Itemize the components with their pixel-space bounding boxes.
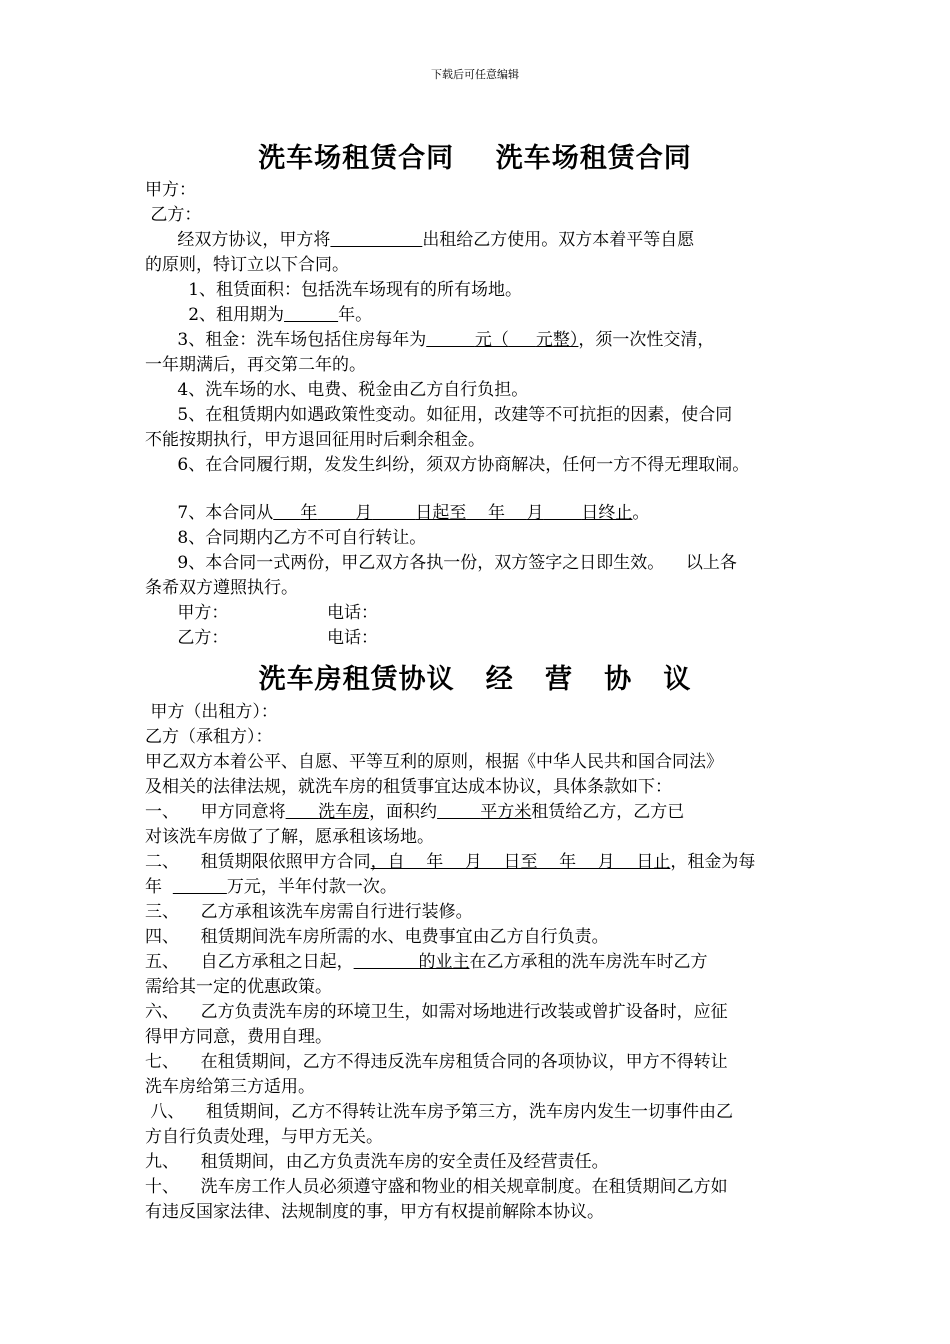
text: 方自行负责处理，与甲方无关。: [145, 1127, 383, 1147]
blank: [509, 330, 536, 350]
text: 年。: [338, 305, 373, 325]
article-10: [145, 1177, 728, 1197]
article-6-cont: [145, 1027, 332, 1047]
blank: [505, 503, 527, 523]
clause-6: [145, 455, 749, 475]
sign-party-b: [145, 628, 378, 648]
text: 9、本合同一式两份，甲乙双方各执一份，双方签字之日即生效。 以上各: [145, 553, 737, 573]
text: 经双方协议，甲方将: [145, 230, 331, 250]
blank: [317, 503, 355, 523]
clause-9-cont: [145, 578, 298, 598]
text: 需给其一定的优惠政策。: [145, 977, 332, 997]
blank: [426, 330, 475, 350]
article-5-cont: [145, 977, 332, 997]
text: 日终止: [581, 503, 633, 523]
clause-4: [145, 380, 528, 400]
text: 五、 自乙方承租之日起，: [145, 952, 354, 972]
text: 得甲方同意，费用自理。: [145, 1027, 332, 1047]
text: 七、 在租赁期间，乙方不得违反洗车房租赁合同的各项协议，甲方不得转让: [145, 1052, 728, 1072]
text: 六、 乙方负责洗车房的环境卫生，如需对场地进行改装或曾扩设备时，应征: [145, 1002, 728, 1022]
text: 1、租赁面积：包括洗车场现有的所有场地。: [145, 280, 523, 300]
text: 九、 租赁期间，由乙方负责洗车房的安全责任及经营责任。: [145, 1152, 609, 1172]
blank: [330, 230, 422, 250]
text: 及相关的法律法规，就洗车房的租赁事宜达成本协议，具体条款如下：: [145, 777, 672, 797]
text: 3、租金：洗车场包括住房每年为: [145, 330, 427, 350]
text: 洗车房: [318, 802, 370, 822]
text: ，租金为每: [670, 852, 756, 872]
article-6: [145, 1002, 728, 1022]
article-7-cont: [145, 1077, 315, 1097]
text: 月: [355, 503, 373, 523]
intro-line-1: [145, 230, 694, 250]
article-1: [145, 802, 684, 822]
text: 6、在合同履行期，发发生纠纷，须双方协商解决，任何一方不得无理取闹。: [145, 455, 750, 475]
article-7: [145, 1052, 728, 1072]
text: 。: [632, 503, 650, 523]
clause-3: [145, 330, 714, 350]
text: 万元，半年付款一次。: [226, 877, 397, 897]
text: 对该洗车房做了了解，愿承租该场地。: [145, 827, 434, 847]
blank: [354, 952, 419, 972]
page-header: 下载后可任意编辑: [431, 68, 519, 81]
text: 的原则，特订立以下合同。: [145, 255, 349, 275]
blank: [466, 503, 488, 523]
text: 8、合同期内乙方不可自行转让。: [145, 528, 427, 548]
text: 平方米: [480, 802, 532, 822]
text: 有违反国家法律、法规制度的事，甲方有权提前解除本协议。: [145, 1202, 604, 1222]
article-3: [145, 902, 473, 922]
blank: [286, 802, 318, 822]
clause-8: [145, 528, 426, 548]
text: 乙方（承租方）：: [145, 727, 273, 747]
clause-5-cont: [145, 430, 485, 450]
text: 在乙方承租的洗车房洗车时乙方: [469, 952, 708, 972]
text: 电话：: [327, 603, 378, 623]
agreement-title: 洗车房租赁协议 经 营 协 议: [258, 664, 692, 695]
text: 4、洗车场的水、电费、税金由乙方自行负担。: [145, 380, 529, 400]
clause-5: [145, 405, 732, 425]
text: 租赁给乙方，乙方已: [531, 802, 685, 822]
text: ，面积约: [369, 802, 438, 822]
lessor-line: [145, 702, 278, 722]
text: 条希双方遵照执行。: [145, 578, 298, 598]
blank: [284, 305, 338, 325]
article-5: [145, 952, 707, 972]
article-10-cont: [145, 1202, 604, 1222]
text: 年: [300, 503, 318, 523]
text: 5、在租赁期内如遇政策性变动。如征用，改建等不可抗拒的因素，使合同: [145, 405, 733, 425]
party-a-line: [145, 180, 196, 200]
text: 甲乙双方本着公平、自愿、平等互利的原则，根据《中华人民共和国合同法》: [145, 752, 723, 772]
blank: [437, 802, 480, 822]
blank: [273, 503, 300, 523]
text: ，自 年 月 日至 年 月 日止: [370, 852, 671, 872]
contract-title: 洗车场租赁合同 洗车场租赁合同: [258, 143, 692, 174]
text: 十、 洗车房工作人员必须遵守盛和物业的相关规章制度。在租赁期间乙方如: [145, 1177, 728, 1197]
clause-7: [145, 503, 649, 523]
text: ，须一次性交清，: [578, 330, 715, 350]
preamble-1: [145, 752, 723, 772]
text: 四、 租赁期间洗车房所需的水、电费事宜由乙方自行负责。: [145, 927, 609, 947]
article-9: [145, 1152, 609, 1172]
article-2-cont: [145, 877, 397, 897]
text: 7、本合同从: [145, 503, 274, 523]
text: 日起至: [415, 503, 467, 523]
text: 二、 租赁期限依照甲方合同: [145, 852, 371, 872]
text: 一、 甲方同意将: [145, 802, 286, 822]
text: 乙方：: [145, 628, 229, 648]
text: 2、租用期为: [145, 305, 285, 325]
text: 甲方：: [145, 180, 196, 200]
clause-9: [145, 553, 737, 573]
lessee-line: [145, 727, 273, 747]
text: 甲方（出租方）：: [145, 702, 278, 722]
sign-party-a: [145, 603, 378, 623]
text: 三、 乙方承租该洗车房需自行进行装修。: [145, 902, 473, 922]
text: 电话：: [327, 628, 378, 648]
text: 甲方：: [145, 603, 229, 623]
text: 月: [526, 503, 544, 523]
text: 乙方：: [145, 205, 202, 225]
text: 出租给乙方使用。双方本着平等自愿: [422, 230, 695, 250]
text: 元整）: [535, 330, 579, 350]
party-b-line: [145, 205, 201, 225]
text: 不能按期执行，甲方退回征用时后剩余租金。: [145, 430, 485, 450]
article-8-cont: [145, 1127, 383, 1147]
text: 八、 租赁期间，乙方不得转让洗车房予第三方，洗车房内发生一切事件由乙: [145, 1102, 734, 1122]
blank: [372, 503, 415, 523]
text: 的业主: [418, 952, 470, 972]
text: 洗车房给第三方适用。: [145, 1077, 315, 1097]
article-8: [145, 1102, 733, 1122]
blank: [173, 877, 227, 897]
clause-1: [145, 280, 522, 300]
text: 年: [145, 877, 173, 897]
text: 一年期满后，再交第二年的。: [145, 355, 366, 375]
intro-line-2: [145, 255, 349, 275]
blank: [544, 503, 582, 523]
clause-3-cont: [145, 355, 366, 375]
text: 元（: [474, 330, 509, 350]
clause-2: [145, 305, 372, 325]
article-4: [145, 927, 609, 947]
article-2: [145, 852, 755, 872]
text: 年: [487, 503, 505, 523]
article-1-cont: [145, 827, 434, 847]
preamble-2: [145, 777, 672, 797]
